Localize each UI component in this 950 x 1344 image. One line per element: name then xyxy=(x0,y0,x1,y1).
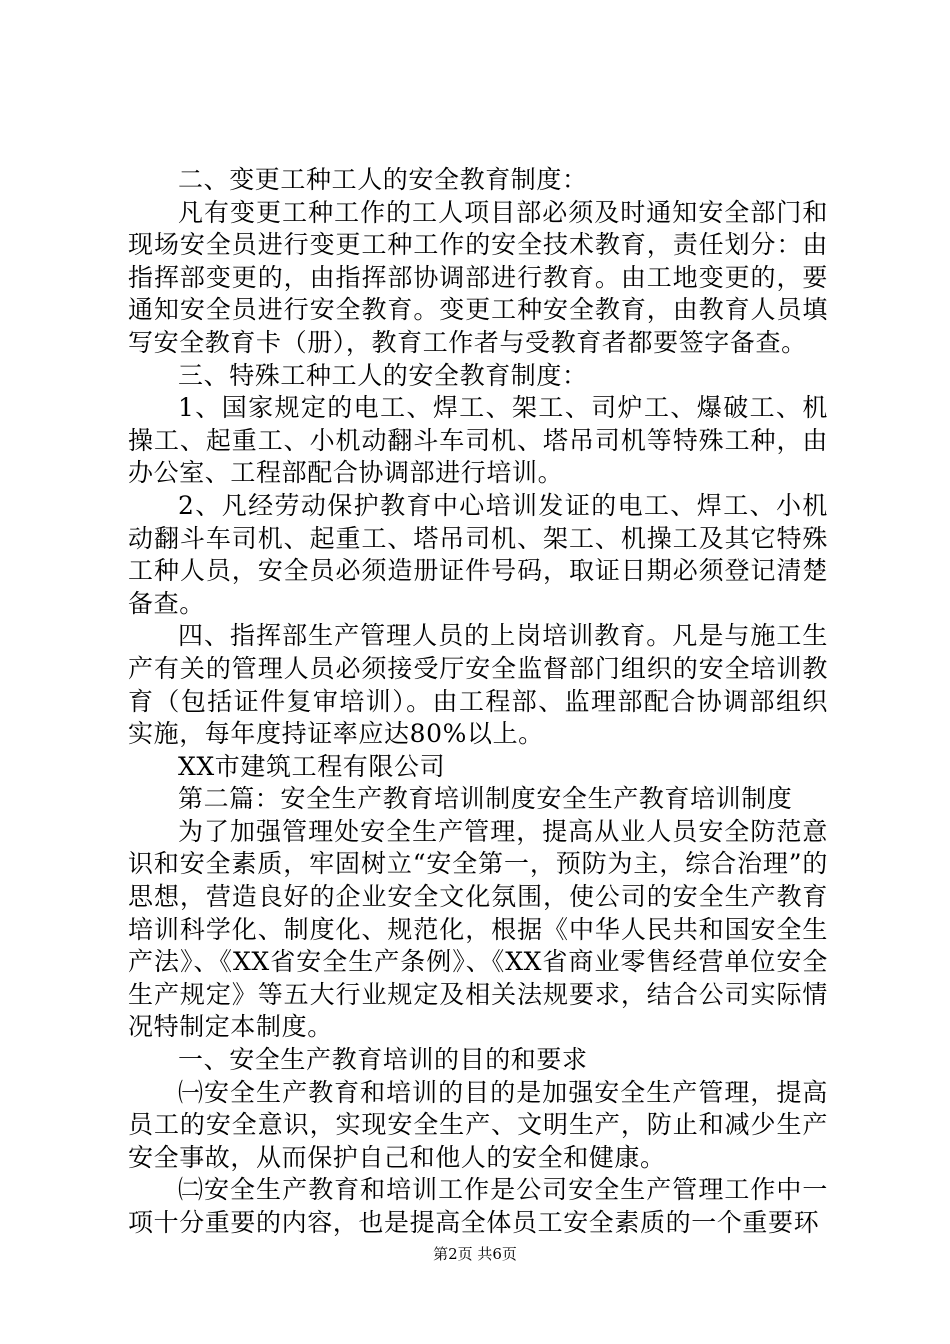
section-heading-4: 四、指挥部生产管理人员的上岗培训教育。凡是与施工生产有关的管理人员必须接受厅安全监督部门组织的安全培训教育（包括证件复审培训）。由工程部、监理部配合协调部组织实施，每年度持证率应达80%以上。 xyxy=(128,621,828,749)
body-paragraph: 凡有变更工种工作的工人项目部必须及时通知安全部门和现场安全员进行变更工种工作的安全技术教育，责任划分：由指挥部变更的，由指挥部协调部进行教育。由工地变更的，要通知安全员进行安全教育。变更工种安全教育，由教育人员填写安全教育卡（册），教育工作者与受教育者都要签字备查。 xyxy=(128,197,828,357)
page-number-footer: 第2页 共6页 xyxy=(433,1245,517,1263)
body-paragraph: 1、国家规定的电工、焊工、架工、司炉工、爆破工、机操工、起重工、小机动翻斗车司机、塔吊司机等特殊工种，由办公室、工程部配合协调部进行培训。 xyxy=(128,393,828,488)
company-name: XX市建筑工程有限公司 xyxy=(178,751,446,781)
body-paragraph: ㈠安全生产教育和培训的目的是加强安全生产管理，提高员工的安全意识，实现安全生产、文明生产，防止和减少生产安全事故，从而保护自己和他人的安全和健康。 xyxy=(128,1077,828,1172)
document-body xyxy=(128,164,828,1240)
chapter-title: 第二篇：安全生产教育培训制度安全生产教育培训制度 xyxy=(178,784,793,814)
section-heading-3: 三、特殊工种工人的安全教育制度： xyxy=(178,360,588,390)
body-paragraph: ㈡安全生产教育和培训工作是公司安全生产管理工作中一项十分重要的内容，也是提高全体员工安全素质的一个重要环 xyxy=(128,1175,828,1237)
body-paragraph: 为了加强管理处安全生产管理，提高从业人员安全防范意识和安全素质，牢固树立“安全第一，预防为主，综合治理”的思想，营造良好的企业安全文化氛围，使公司的安全生产教育培训科学化、制度化、规范化，根据《中华人民共和国安全生产法》、《XX省安全生产条例》、《XX省商业零售经营单位安全生产规定》等五大行业规定及相关法规要求，结合公司实际情况特制定本制度。 xyxy=(128,816,828,1042)
section-heading-1: 一、安全生产教育培训的目的和要求 xyxy=(178,1045,588,1075)
section-heading-2: 二、变更工种工人的安全教育制度： xyxy=(178,165,588,194)
body-paragraph: 2、凡经劳动保护教育中心培训发证的电工、焊工、小机动翻斗车司机、起重工、塔吊司机、架工、机操工及其它特殊工种人员，安全员必须造册证件号码，取证日期必须登记清楚备查。 xyxy=(128,490,828,618)
